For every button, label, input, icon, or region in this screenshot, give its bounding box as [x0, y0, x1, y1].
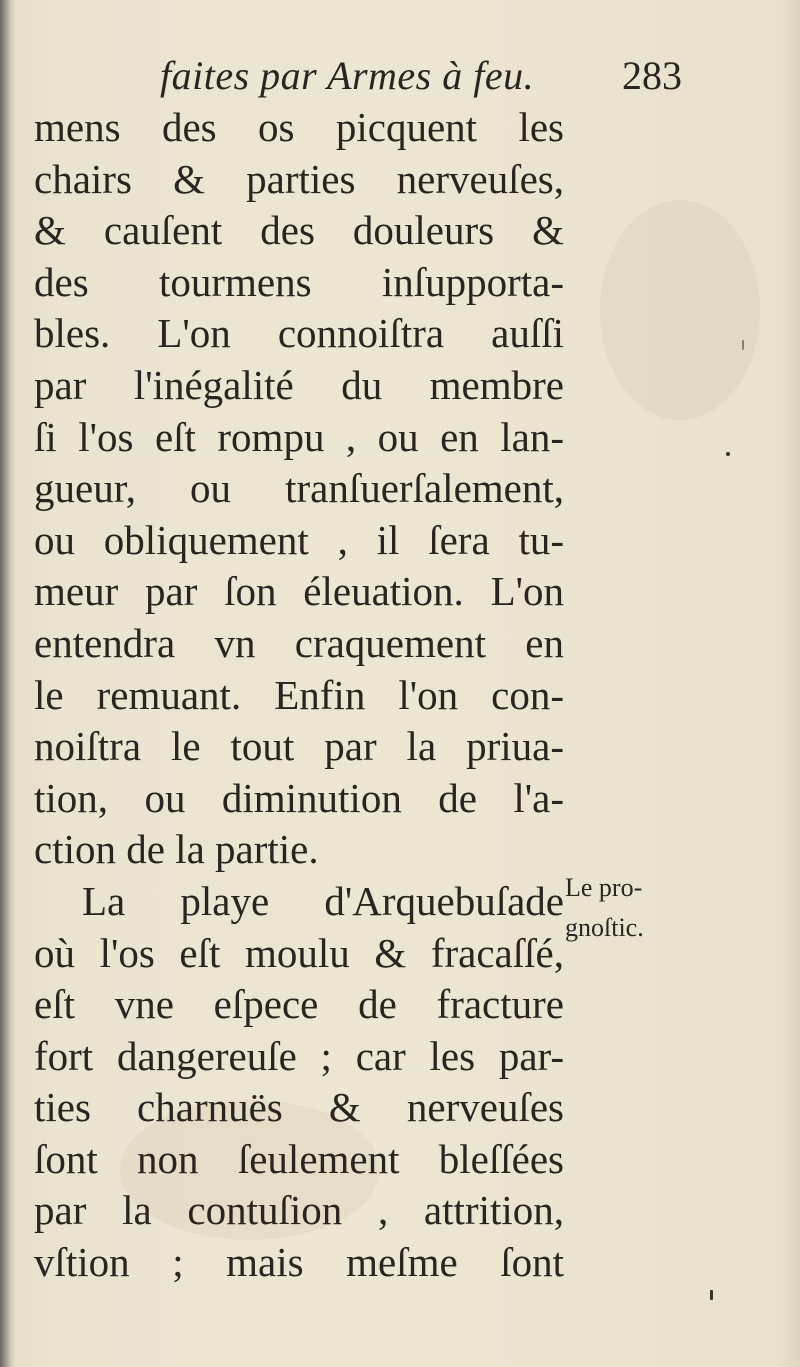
text-line: chairs & parties nerveuſes,	[34, 155, 564, 202]
paper-stain	[600, 200, 760, 420]
text-line: bles. L'on connoiſtra auſſi	[34, 310, 564, 357]
text-line: le remuant. Enfin l'on con-	[34, 671, 564, 718]
text-line: ſont non ſeulement bleſſées	[34, 1135, 564, 1182]
margin-note	[565, 868, 685, 948]
body-text	[34, 102, 564, 1289]
text-line: par la contuſion , attrition,	[34, 1187, 564, 1234]
text-line: par l'inégalité du membre	[34, 361, 564, 408]
text-line: vſtion ; mais meſme ſont	[34, 1239, 564, 1286]
binding-gutter	[0, 0, 14, 1367]
running-head: faites par Armes à feu.	[160, 53, 535, 98]
text-line: & cauſent des douleurs &	[34, 207, 564, 254]
text-line: mens des os picquent les	[34, 104, 564, 150]
margin-note-line: gnoſtic.	[565, 913, 644, 942]
text-line: noiſtra le tout par la priua-	[34, 723, 564, 770]
ink-speck	[726, 452, 730, 456]
text-line: entendra vn craquement en	[34, 619, 564, 666]
ink-speck	[710, 1290, 713, 1300]
paragraph-first-line: La playe d'Arquebuſade	[82, 877, 564, 924]
text-line: ction de la partie.	[34, 826, 319, 873]
text-line: eſt vne eſpece de fracture	[34, 981, 564, 1028]
text-line: ou obliquement , il ſera tu-	[34, 516, 564, 563]
text-line: ties charnuës & nerveuſes	[34, 1084, 564, 1131]
text-line: des tourmens inſupporta-	[34, 258, 564, 305]
text-line: tion, ou diminution de l'a-	[34, 774, 564, 821]
margin-note-line: Le pro-	[565, 873, 643, 902]
text-line: meur par ſon éleuation. L'on	[34, 568, 564, 615]
text-line: ſi l'os eſt rompu , ou en lan-	[34, 413, 564, 460]
ink-speck	[742, 340, 744, 350]
text-line: où l'os eſt moulu & fracaſſé,	[34, 929, 564, 976]
text-line: fort dangereuſe ; car les par-	[34, 1032, 564, 1079]
page-number: 283	[622, 53, 682, 98]
text-line: gueur, ou tranſuerſalement,	[34, 465, 564, 512]
